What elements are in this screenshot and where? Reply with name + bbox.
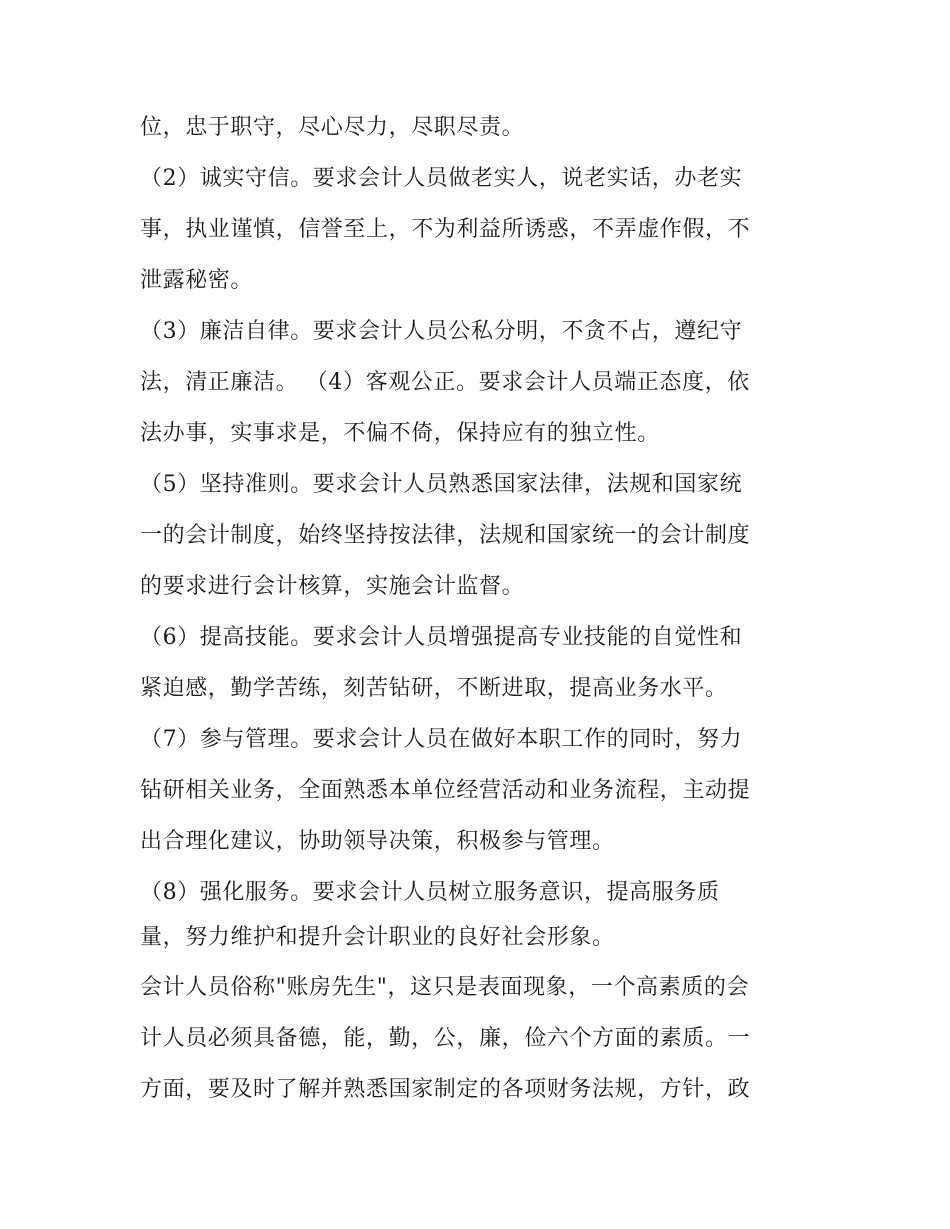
text-line: 方面，要及时了解并熟悉国家制定的各项财务法规，方针，政 [140, 1077, 751, 1102]
text-line: 出合理化建议，协助领导决策，积极参与管理。 [140, 829, 615, 854]
text-line: （2）诚实守信。要求会计人员做老实人，说老实话，办老实 [140, 166, 743, 191]
text-line: 钻研相关业务，全面熟悉本单位经营活动和业务流程，主动提 [140, 778, 751, 803]
text-line: 的要求进行会计核算，实施会计监督。 [140, 574, 525, 599]
text-line: （5）坚持准则。要求会计人员熟悉国家法律，法规和国家统 [140, 472, 743, 497]
text-line: 法，清正廉洁。 （4）客观公正。要求会计人员端正态度，依 [140, 370, 750, 395]
text-line: 法办事，实事求是，不偏不倚，保持应有的独立性。 [140, 421, 660, 446]
text-line: （8）强化服务。要求会计人员树立服务意识，提高服务质 [140, 880, 720, 905]
text-line: 一的会计制度，始终坚持按法律，法规和国家统一的会计制度 [140, 523, 751, 548]
text-line: （7）参与管理。要求会计人员在做好本职工作的同时，努力 [140, 727, 743, 752]
text-line: 位，忠于职守，尽心尽力，尽职尽责。 [140, 115, 525, 140]
text-line: （3）廉洁自律。要求会计人员公私分明，不贪不占，遵纪守 [140, 319, 743, 344]
text-line: 事，执业谨慎，信誉至上，不为利益所诱惑，不弄虚作假，不 [140, 217, 751, 242]
text-line: 量，努力维护和提升会计职业的良好社会形象。 [140, 925, 615, 950]
text-line: 计人员必须具备德，能，勤，公，廉，俭六个方面的素质。一 [140, 1026, 751, 1051]
text-line: 会计人员俗称"账房先生"，这只是表面现象，一个高素质的会 [140, 975, 750, 1000]
text-line: 紧迫感，勤学苦练，刻苦钻研，不断进取，提高业务水平。 [140, 676, 728, 701]
text-line: 泄露秘密。 [140, 268, 254, 293]
text-line: （6）提高技能。要求会计人员增强提高专业技能的自觉性和 [140, 625, 743, 650]
